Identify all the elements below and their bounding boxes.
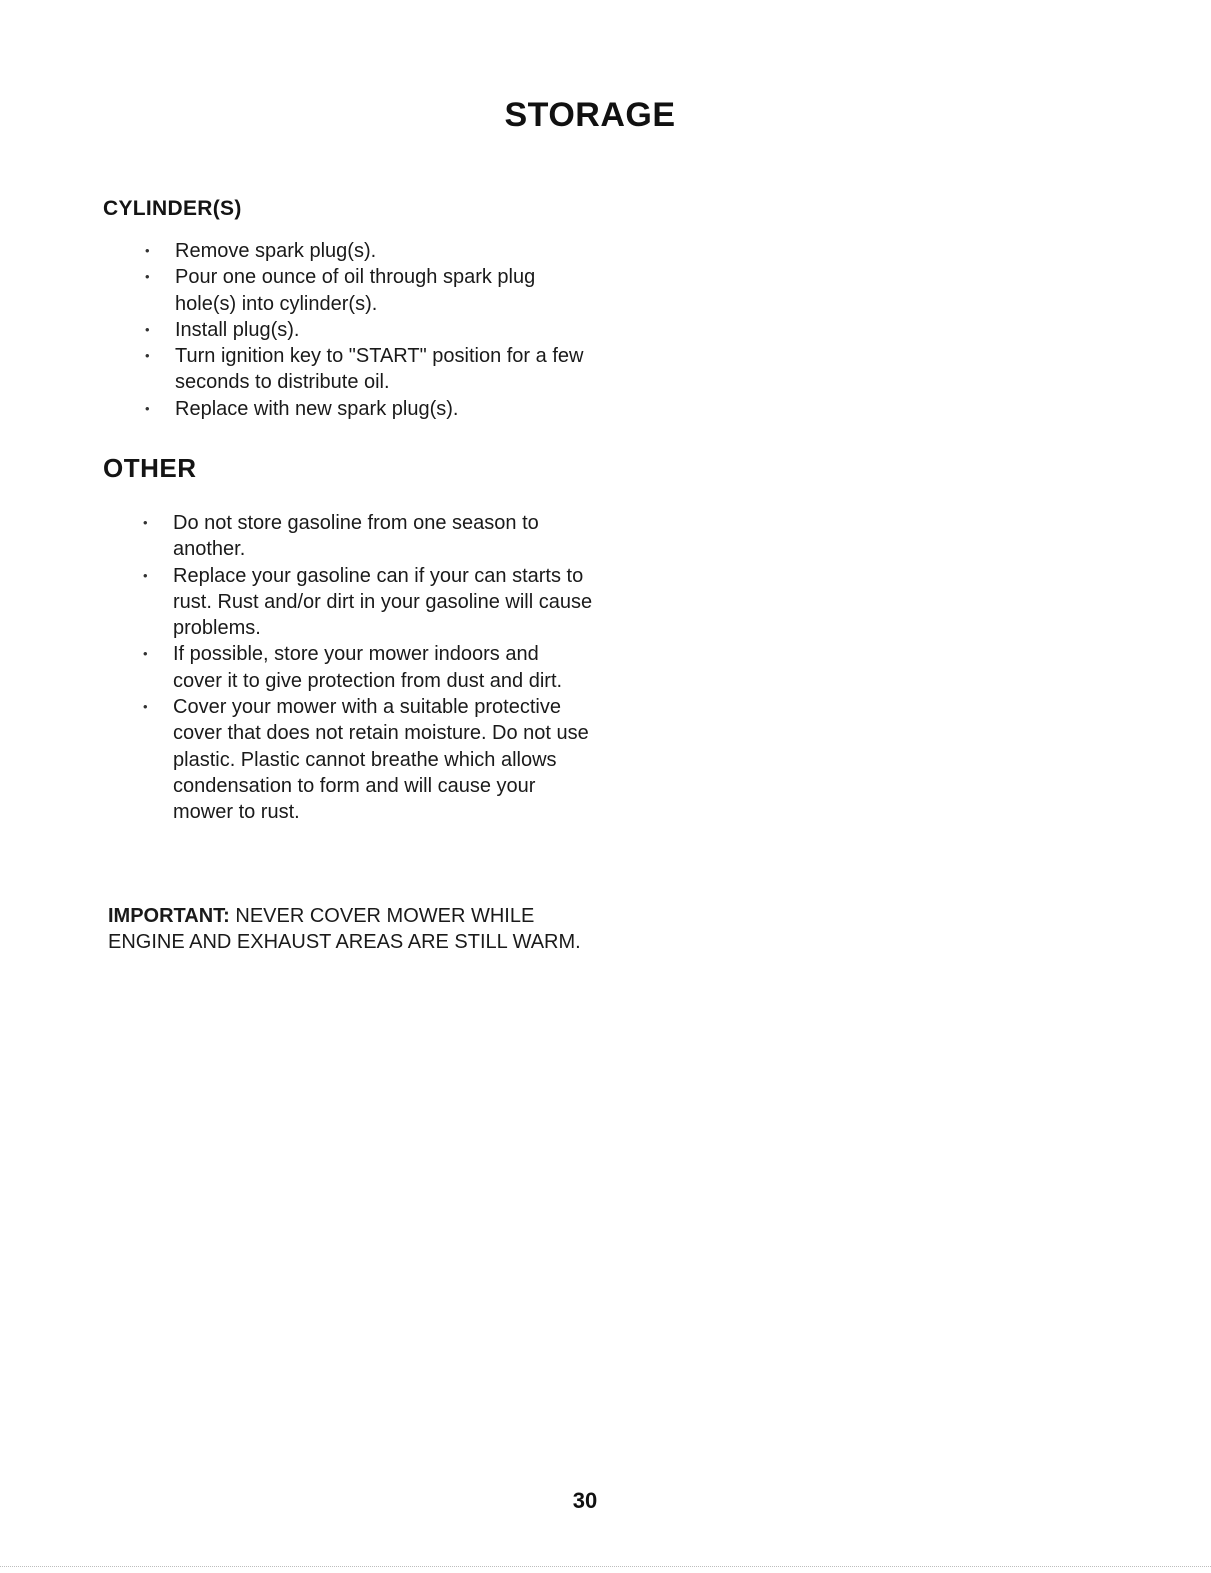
section-heading-cylinders: CYLINDER(S) <box>103 197 242 220</box>
list-item: • Do not store gasoline from one season to another. <box>173 510 593 563</box>
page-number: 30 <box>572 1488 598 1513</box>
list-item: • Cover your mower with a suitable protective cover that does not retain moisture. Do not use plastic. Plastic cannot breathe which allows condensation to form and will cause your mower to rust. <box>173 694 593 825</box>
list-item: • Pour one ounce of oil through spark plug hole(s) into cylinder(s). <box>175 264 595 317</box>
important-note <box>108 903 598 956</box>
cylinders-instruction-list <box>175 238 595 422</box>
important-text: NEVER COVER MOWER WHILE ENGINE AND EXHAUST AREAS ARE STILL WARM. <box>108 905 581 954</box>
page-title: STORAGE <box>504 96 676 134</box>
list-item: • Turn ignition key to "START" position for a few seconds to distribute oil. <box>175 343 595 396</box>
list-item: • If possible, store your mower indoors and cover it to give protection from dust and dirt. <box>173 641 593 694</box>
list-item: • Replace your gasoline can if your can starts to rust. Rust and/or dirt in your gasoline will cause problems. <box>173 563 593 642</box>
other-instruction-list <box>173 510 593 826</box>
list-item: • Replace with new spark plug(s). <box>175 396 595 422</box>
important-label: IMPORTANT: <box>108 905 230 927</box>
scan-border-line <box>0 1566 1211 1567</box>
list-item: • Remove spark plug(s). <box>175 238 595 264</box>
list-item: • Install plug(s). <box>175 317 595 343</box>
section-heading-other: OTHER <box>103 453 197 483</box>
